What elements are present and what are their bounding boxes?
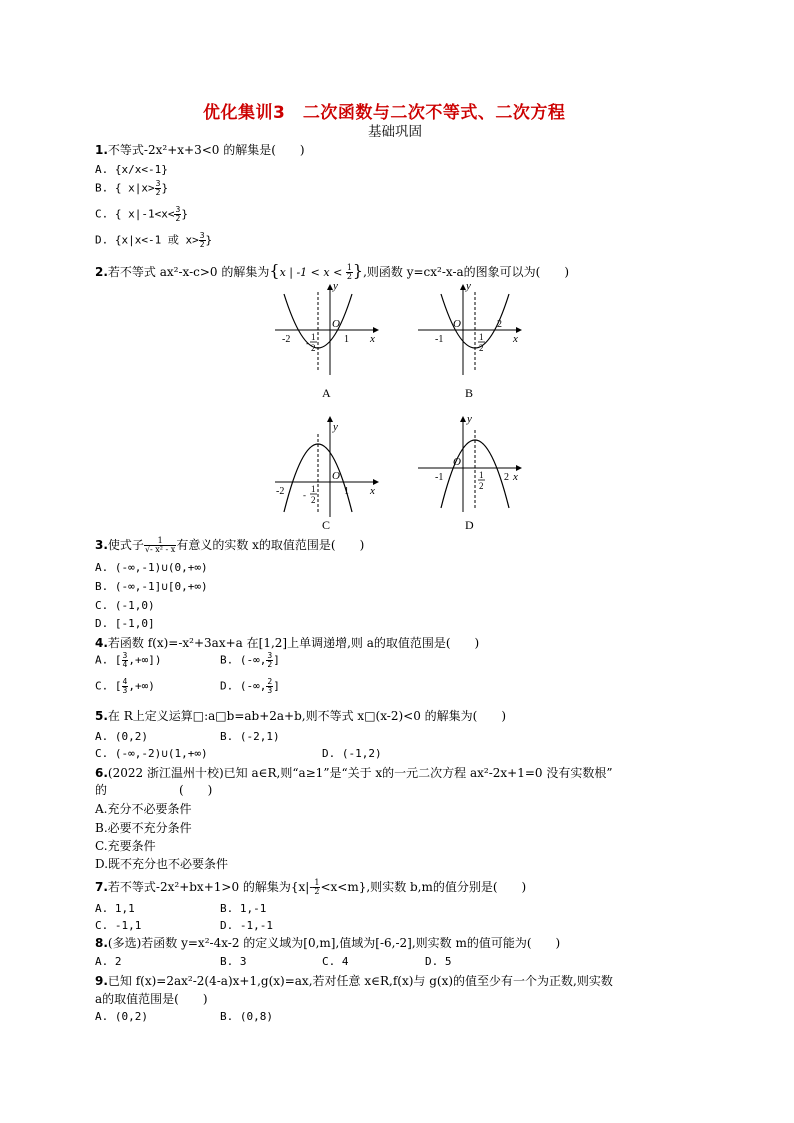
q4-option-b: B. (-∞, $\frac{3}{2}$ ]	[220, 651, 280, 669]
tick-half-den: 2	[479, 481, 484, 491]
graph-c	[270, 412, 390, 534]
section-subtitle: 基础巩固	[368, 124, 422, 140]
q1-option-b: B. { x|x> $\frac{3}{2}$ }	[95, 179, 169, 197]
tick-half-sign: -	[306, 338, 309, 348]
q3-option-b: B. (-∞,-1]∪[0,+∞)	[95, 580, 208, 593]
question-3-stem: 3.使式子 $\frac{1}{\text{√- x² - x}}$ 有意义的实数 x的取值范围是( )	[95, 536, 365, 554]
tick-left: -1	[435, 472, 444, 483]
tick-half-num: 1	[479, 332, 484, 342]
q6-option-b: B.必要不充分条件	[95, 821, 192, 835]
x-label: x	[513, 333, 518, 345]
graph-d	[413, 412, 533, 534]
q5-option-d: D. (-1,2)	[322, 747, 382, 760]
origin-label: O	[453, 318, 461, 330]
question-7-stem: 7.若不等式-2x²+bx+1>0 的解集为{x|- $\frac{1}{2}$ <x<m},则实数 b,m的值分别是( )	[95, 878, 527, 896]
q7-option-b: B. 1,-1	[220, 902, 267, 915]
tick-left: -1	[435, 334, 444, 345]
tick-right: 1	[344, 486, 349, 497]
y-label: y	[467, 413, 472, 425]
graph-b	[413, 280, 533, 402]
q5-option-a: A. (0,2)	[95, 730, 148, 743]
question-9-stem: 9.已知 f(x)=2ax²-2(4-a)x+1,g(x)=ax,若对任意 x∈R,f(x)与 g(x)的值至少有一个为正数,则实数	[95, 974, 613, 988]
q8-option-a: A. 2	[95, 955, 122, 968]
q8-option-b: B. 3	[220, 955, 247, 968]
q4-option-d: D. (-∞, $\frac{2}{3}$ ]	[220, 677, 280, 695]
q1-option-a: A. {x/x<-1}	[95, 163, 168, 176]
x-label: x	[370, 333, 375, 345]
q3-option-a: A. (-∞,-1)∪(0,+∞)	[95, 561, 208, 574]
origin-label: O	[453, 456, 461, 468]
graph-caption: A	[322, 386, 331, 400]
tick-right: 1	[344, 334, 349, 345]
q1-option-d: D. {x|x<-1 或 x> $\frac{3}{2}$ }	[95, 231, 213, 249]
graph-caption: C	[322, 518, 331, 532]
tick-half-num: 1	[479, 470, 484, 480]
graph-a	[270, 280, 390, 402]
q5-option-b: B. (-2,1)	[220, 730, 280, 743]
origin-label: O	[332, 318, 340, 330]
q7-option-c: C. -1,1	[95, 919, 142, 932]
y-label: y	[333, 421, 338, 433]
question-4-stem: 4.若函数 f(x)=-x²+3ax+a 在[1,2]上单调递增,则 a的取值范围是( )	[95, 636, 480, 650]
tick-half-sign: -	[303, 490, 306, 500]
tick-right: 2	[497, 319, 502, 330]
tick-half-den: 2	[311, 495, 316, 505]
question-2-stem: 2.若不等式 ax²-x-c>0 的解集为{x | -1 < x < $\frac{1}{2}$ },则函数 y=cx²-x-a的图象可以为( )	[95, 261, 570, 281]
tick-right: 2	[504, 472, 509, 483]
q3-option-c: C. (-1,0)	[95, 599, 155, 612]
tick-left: -2	[282, 334, 291, 345]
tick-half-num: 1	[311, 484, 316, 494]
question-8-stem: 8.(多选)若函数 y=x²-4x-2 的定义域为[0,m],值域为[-6,-2],则实数 m的值可能为( )	[95, 936, 561, 950]
origin-label: O	[332, 470, 340, 482]
question-6-stem: 6.(2022 浙江温州十校)已知 a∈R,则“a≥1”是“关于 x的一元二次方程 ax²-2x+1=0 没有实数根”	[95, 766, 613, 780]
question-1-stem: 1.不等式-2x²+x+3<0 的解集是( )	[95, 143, 305, 157]
x-label: x	[513, 471, 518, 483]
question-6-stem-cont: 的 ( )	[95, 783, 213, 797]
q6-option-d: D.既不充分也不必要条件	[95, 857, 229, 871]
q7-option-d: D. -1,-1	[220, 919, 273, 932]
q5-option-c: C. (-∞,-2)∪(1,+∞)	[95, 747, 208, 760]
q6-option-a: A.充分不必要条件	[95, 802, 192, 816]
question-5-stem: 5.在 R上定义运算□:a□b=ab+2a+b,则不等式 x□(x-2)<0 的解集为( )	[95, 709, 507, 723]
y-label: y	[333, 280, 338, 292]
tick-half-num: 1	[311, 332, 316, 342]
q9-option-b: B. (0,8)	[220, 1010, 273, 1023]
question-9-stem-cont: a的取值范围是( )	[95, 992, 208, 1006]
graph-caption: D	[465, 518, 474, 532]
x-label: x	[370, 485, 375, 497]
tick-half-den: 2	[479, 343, 484, 353]
tick-left: -2	[276, 486, 285, 497]
graph-caption: B	[465, 386, 474, 400]
q3-option-d: D. [-1,0]	[95, 617, 155, 630]
q8-option-c: C. 4	[322, 955, 349, 968]
q4-option-a: A. [ $\frac{3}{4}$ ,+∞])	[95, 651, 162, 669]
q6-option-c: C.充要条件	[95, 839, 156, 853]
q8-option-d: D. 5	[425, 955, 452, 968]
q7-option-a: A. 1,1	[95, 902, 135, 915]
page-title: 优化集训3 二次函数与二次不等式、二次方程	[203, 103, 566, 123]
y-label: y	[466, 280, 471, 292]
q4-option-c: C. [ $\frac{4}{3}$ ,+∞)	[95, 677, 155, 695]
q1-option-c: C. { x|-1<x< $\frac{3}{2}$ }	[95, 205, 188, 223]
tick-half-den: 2	[311, 343, 316, 353]
q9-option-a: A. (0,2)	[95, 1010, 148, 1023]
